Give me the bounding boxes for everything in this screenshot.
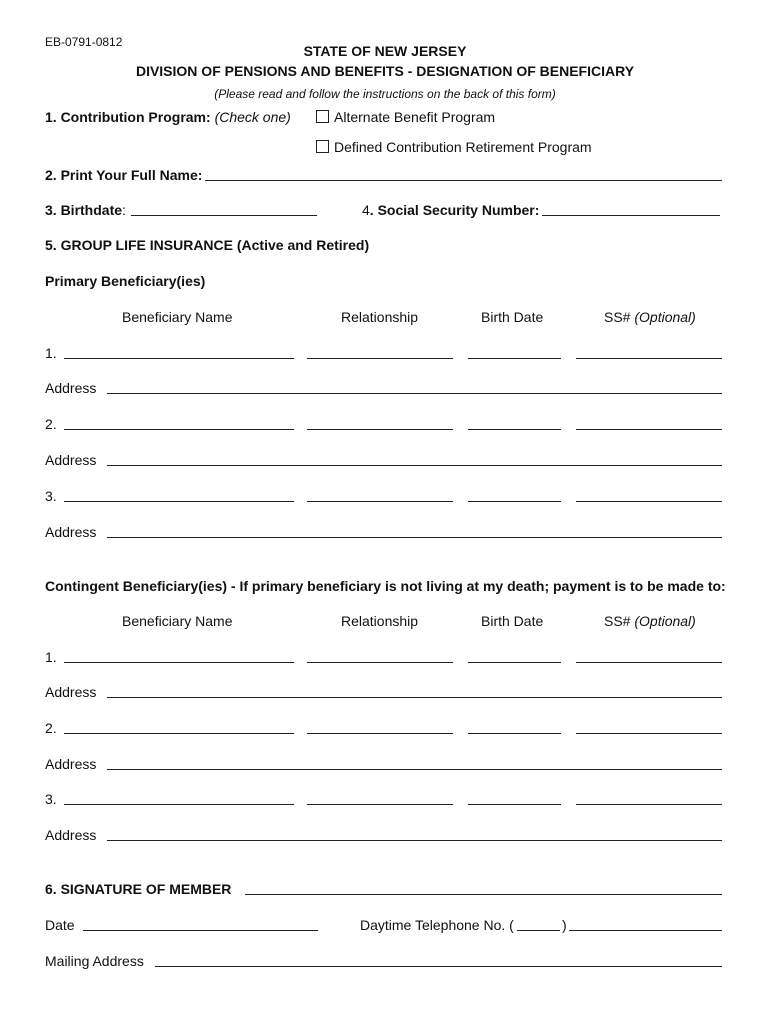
primary-1-ss-field[interactable]	[576, 358, 722, 359]
birthdate-label-text: 3. Birthdate	[45, 202, 123, 218]
contingent-col-ss	[604, 613, 696, 629]
contingent-3-address-field[interactable]	[107, 840, 722, 841]
primary-2-birthdate-field[interactable]	[468, 429, 561, 430]
contingent-1-name-field[interactable]	[64, 662, 294, 663]
contingent-address-label: Address	[45, 684, 97, 700]
contingent-col-ss-optional: (Optional)	[634, 613, 696, 629]
option-defined-contribution-label: Defined Contribution Retirement Program	[334, 139, 592, 155]
birthdate-label	[45, 202, 126, 218]
group-life-heading: 5. GROUP LIFE INSURANCE (Active and Retired)	[45, 237, 370, 253]
primary-heading: Primary Beneficiary(ies)	[45, 273, 206, 289]
primary-1-name-field[interactable]	[64, 358, 294, 359]
primary-address-label: Address	[45, 452, 97, 468]
contingent-1-birthdate-field[interactable]	[468, 662, 561, 663]
ssn-label-text: . Social Security Number:	[369, 202, 540, 218]
ssn-number: 4	[362, 202, 370, 218]
option-alternate-benefit-label: Alternate Benefit Program	[334, 109, 496, 125]
contingent-3-birthdate-field[interactable]	[468, 804, 561, 805]
date-label: Date	[45, 917, 75, 933]
signature-label: 6. SIGNATURE OF MEMBER	[45, 881, 232, 897]
contingent-3-ss-field[interactable]	[576, 804, 722, 805]
contingent-col-birthdate: Birth Date	[481, 613, 544, 629]
primary-row-number: 2.	[45, 416, 57, 432]
contingent-3-name-field[interactable]	[64, 804, 294, 805]
primary-3-address-field[interactable]	[107, 537, 722, 538]
checkbox-alternate-benefit[interactable]	[316, 110, 329, 123]
contingent-3-relationship-field[interactable]	[307, 804, 453, 805]
primary-2-address-field[interactable]	[107, 465, 722, 466]
contingent-col-ss-text: SS#	[604, 613, 631, 629]
contingent-2-birthdate-field[interactable]	[468, 733, 561, 734]
primary-address-label: Address	[45, 524, 97, 540]
primary-address-label: Address	[45, 380, 97, 396]
mailing-address-field[interactable]	[155, 966, 722, 967]
primary-1-birthdate-field[interactable]	[468, 358, 561, 359]
primary-1-relationship-field[interactable]	[307, 358, 453, 359]
primary-col-ss	[604, 309, 696, 325]
birthdate-field[interactable]	[131, 215, 317, 216]
primary-1-address-field[interactable]	[107, 393, 722, 394]
phone-label: Daytime Telephone No. (	[360, 917, 514, 933]
ssn-field[interactable]	[542, 215, 720, 216]
form-instructions: (Please read and follow the instructions on the back of this form)	[214, 87, 556, 101]
contingent-address-label: Address	[45, 827, 97, 843]
contribution-label-text: 1. Contribution Program:	[45, 109, 211, 125]
contingent-2-name-field[interactable]	[64, 733, 294, 734]
primary-col-relationship: Relationship	[341, 309, 419, 325]
primary-3-birthdate-field[interactable]	[468, 501, 561, 502]
contingent-col-relationship: Relationship	[341, 613, 419, 629]
primary-col-birthdate: Birth Date	[481, 309, 544, 325]
checkbox-defined-contribution[interactable]	[316, 140, 329, 153]
contingent-2-ss-field[interactable]	[576, 733, 722, 734]
contingent-heading: Contingent Beneficiary(ies) - If primary beneficiary is not living at my death; payment is to be made to:	[45, 578, 726, 594]
primary-row-number: 1.	[45, 345, 57, 361]
date-field[interactable]	[83, 930, 318, 931]
contribution-hint: (Check one)	[214, 109, 291, 125]
contingent-1-ss-field[interactable]	[576, 662, 722, 663]
contingent-1-relationship-field[interactable]	[307, 662, 453, 663]
form-code: EB-0791-0812	[45, 35, 123, 49]
phone-number-field[interactable]	[569, 930, 722, 931]
full-name-label: 2. Print Your Full Name:	[45, 167, 203, 183]
contingent-col-name: Beneficiary Name	[122, 613, 233, 629]
primary-col-ss-optional: (Optional)	[634, 309, 696, 325]
primary-2-name-field[interactable]	[64, 429, 294, 430]
primary-2-ss-field[interactable]	[576, 429, 722, 430]
contribution-program-label	[45, 109, 291, 125]
phone-area-code-field[interactable]	[517, 930, 560, 931]
phone-close-paren: )	[562, 917, 567, 933]
contingent-row-number: 2.	[45, 720, 57, 736]
full-name-field[interactable]	[205, 180, 722, 181]
contingent-address-label: Address	[45, 756, 97, 772]
birthdate-colon: :	[122, 202, 126, 218]
primary-col-ss-text: SS#	[604, 309, 631, 325]
primary-col-name: Beneficiary Name	[122, 309, 233, 325]
primary-3-ss-field[interactable]	[576, 501, 722, 502]
contingent-row-number: 3.	[45, 791, 57, 807]
primary-3-relationship-field[interactable]	[307, 501, 453, 502]
primary-row-number: 3.	[45, 488, 57, 504]
form-title-division: DIVISION OF PENSIONS AND BENEFITS - DESIGNATION OF BENEFICIARY	[135, 63, 635, 79]
contingent-1-address-field[interactable]	[107, 697, 722, 698]
contingent-2-relationship-field[interactable]	[307, 733, 453, 734]
primary-3-name-field[interactable]	[64, 501, 294, 502]
contingent-2-address-field[interactable]	[107, 769, 722, 770]
primary-2-relationship-field[interactable]	[307, 429, 453, 430]
ssn-label	[362, 202, 539, 218]
form-title-state: STATE OF NEW JERSEY	[303, 43, 467, 59]
contingent-row-number: 1.	[45, 649, 57, 665]
signature-field[interactable]	[245, 894, 722, 895]
mailing-address-label: Mailing Address	[45, 953, 144, 969]
